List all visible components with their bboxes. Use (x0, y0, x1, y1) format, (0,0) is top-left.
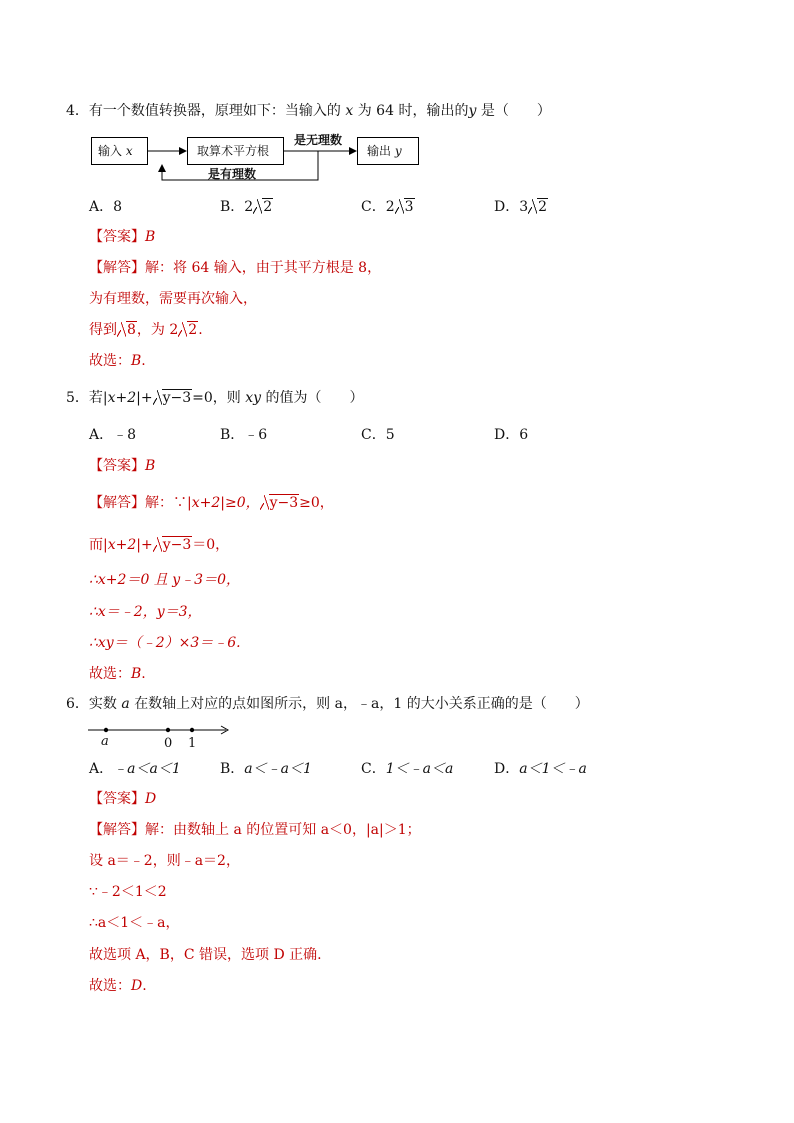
option-value: ﹣8 (113, 427, 137, 443)
option-value: 5 (385, 427, 395, 443)
option-letter: A． (89, 761, 114, 777)
choose-value: D (131, 978, 143, 994)
q6-stem-b: 在数轴上对应的点如图所示，则 (134, 696, 331, 712)
solution-text: 而| (89, 537, 108, 553)
q6-solution-line-3: ∵﹣2＜1＜2 (89, 884, 167, 900)
option-letter: C． (361, 427, 386, 443)
q5-stem-b: x+2|+ (107, 390, 153, 406)
solution-tag: 【解答】 (89, 260, 145, 276)
radicand: y−3 (162, 537, 192, 553)
q6-solution-line-5: 故选项 A，B，C 错误，选项 D 正确. (89, 947, 322, 963)
option-letter: D． (494, 199, 520, 215)
option-letter: C． (361, 761, 386, 777)
q6-solution-line-4: ∴a＜1＜﹣a， (89, 915, 180, 931)
answer-tag: 【答案】 (89, 229, 145, 245)
option-value: 8 (113, 199, 123, 215)
answer-value: D (145, 791, 157, 807)
q5-stem-c: =0，则 (192, 390, 241, 406)
radicand: 2 (188, 322, 198, 338)
choose-end: . (141, 353, 146, 369)
radicand: 2 (538, 199, 548, 215)
q5-solution-line-3: ∴x+2＝0 且 y﹣3＝0， (89, 572, 240, 588)
q6-option-b (220, 760, 312, 778)
q4-var-x: x (345, 103, 354, 119)
answer-tag: 【答案】 (89, 791, 145, 807)
option-coef: 2 (244, 199, 254, 215)
q4-stem-b: 为 64 时，输出的 (357, 103, 469, 119)
flow-output-label: 输出 (367, 144, 392, 158)
answer-value: B (145, 458, 156, 474)
option-coef: 3 (519, 199, 529, 215)
flow-input-var: x (125, 144, 133, 158)
option-letter: A． (89, 199, 114, 215)
q5-solution-line-5: ∴xy＝（﹣2）×3＝﹣6. (89, 635, 241, 651)
option-letter: B． (220, 427, 245, 443)
solution-text: 得到 (89, 322, 117, 338)
q5-solution-line-4: ∴x＝﹣2，y＝3， (89, 604, 202, 620)
flow-irrational-label: 是无理数 (294, 133, 343, 147)
q6-choose (89, 977, 147, 995)
option-value: a＜﹣a＜1 (244, 761, 312, 777)
radicand: y−3 (162, 390, 192, 406)
choose-label: 故选： (89, 978, 131, 994)
option-letter: C． (361, 199, 386, 215)
choose-value: B (131, 666, 142, 682)
axis-label-a: a (101, 734, 109, 749)
solution-text: 解：∵| (145, 495, 192, 511)
q4-number: 4． (66, 103, 89, 119)
solution-text: 解：由数轴上 a 的位置可知 a＜0，|a|＞1； (145, 822, 421, 838)
option-value: a＜1＜﹣a (519, 761, 587, 777)
solution-text: ≥0， (299, 495, 334, 511)
q6-stem-c: a，﹣a，1 的大小关系正确的是（ ） (334, 696, 589, 712)
option-coef: 2 (385, 199, 395, 215)
q4-solution-line-2: 为有理数，需要再次输入， (89, 291, 257, 307)
flow-process-label: 取算术平方根 (197, 144, 270, 158)
point-a (104, 728, 108, 732)
choose-end: . (142, 978, 147, 994)
q6-solution-line-2: 设 a＝﹣2，则﹣a＝2， (89, 853, 240, 869)
radicand: y−3 (269, 495, 299, 511)
q6-answer (89, 790, 156, 808)
solution-text: . (198, 322, 203, 338)
option-letter: A． (89, 427, 114, 443)
option-value: ﹣a＜a＜1 (113, 761, 181, 777)
q6-option-d (494, 760, 587, 778)
q6-number: 6． (66, 696, 89, 712)
option-letter: D． (494, 761, 520, 777)
axis-label-1: 1 (188, 736, 197, 751)
q5-stem-a: 若| (88, 390, 108, 406)
axis-label-0: 0 (164, 736, 173, 751)
option-value: 6 (519, 427, 529, 443)
option-letter: B． (220, 199, 245, 215)
solution-text: ＝0， (192, 537, 230, 553)
point-zero (166, 728, 170, 732)
solution-text: 解：将 64 输入，由于其平方根是 8， (145, 260, 382, 276)
flow-input-label: 输入 (98, 144, 123, 158)
choose-value: B (131, 353, 142, 369)
q5-number: 5． (66, 390, 89, 406)
answer-tag: 【答案】 (89, 458, 145, 474)
radicand: 2 (263, 199, 273, 215)
choose-end: . (141, 666, 146, 682)
q6-option-a (89, 760, 181, 778)
q6-solution-line-1 (89, 821, 421, 839)
solution-text: x+2|≥0， (191, 495, 260, 511)
radicand: 8 (127, 322, 136, 338)
q4-var-y: y (468, 103, 477, 119)
choose-label: 故选： (89, 666, 131, 682)
solution-tag: 【解答】 (89, 822, 145, 838)
radicand: 3 (404, 199, 414, 215)
q4-stem-a: 有一个数值转换器，原理如下：当输入的 (88, 103, 341, 119)
point-one (190, 728, 194, 732)
option-letter: D． (494, 427, 520, 443)
choose-label: 故选： (89, 353, 131, 369)
q4-stem-c: 是（ ） (480, 103, 551, 119)
solution-text: ，为 2 (136, 322, 179, 338)
q5-var-xy: xy (245, 390, 262, 406)
answer-value: B (145, 229, 156, 245)
solution-text: x+2|+ (107, 537, 153, 553)
flow-output-var: y (394, 144, 402, 158)
option-letter: B． (220, 761, 245, 777)
solution-tag: 【解答】 (89, 495, 145, 511)
q6-var-a: a (121, 696, 130, 712)
option-value: 1＜﹣a＜a (385, 761, 454, 777)
q6-stem-a: 实数 (88, 696, 117, 712)
option-value: ﹣6 (244, 427, 268, 443)
flow-rational-label: 是有理数 (208, 167, 257, 181)
q5-stem-d: 的值为（ ） (265, 390, 364, 406)
q6-option-c (361, 760, 453, 778)
